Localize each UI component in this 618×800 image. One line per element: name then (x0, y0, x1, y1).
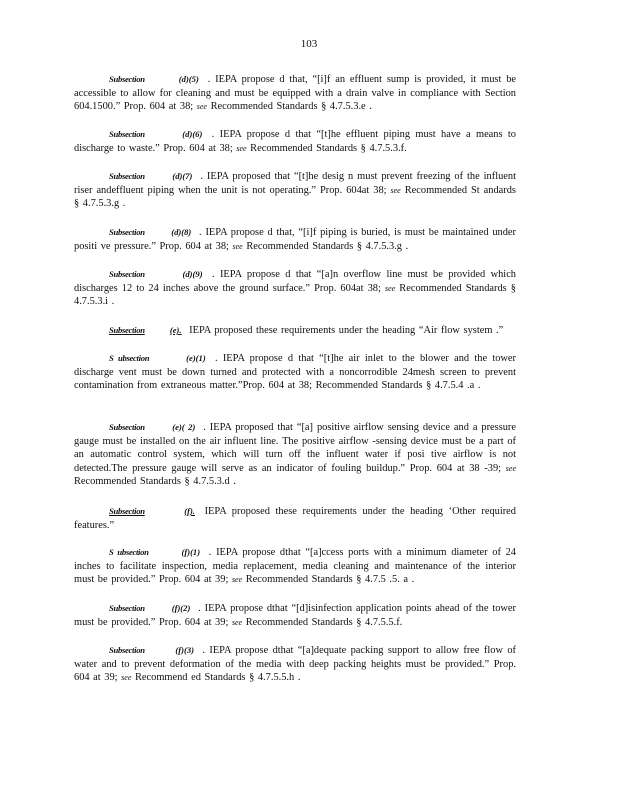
paragraph-text: . IEPA propose d that “[t]he effluent piping must have a means to discharge to waste.” Prop. 604 at 38; (74, 129, 516, 154)
subsection-paragraph (74, 226, 516, 253)
paragraph-text: . IEPA propose dthat “[a]dequate packing support to allow free flow of water and to prevent deformation of the media with deep packing heights must be provided.” Prop. 604 at 39; (74, 645, 516, 684)
paragraph-text: . IEPA propose d that “[t]he air inlet to the blower and the tower discharge vent must be down turned and protected with a noncorrodible 24mesh screen to prevent contamination from extraneous matter.”Prop. 604 at 38; Recommended Standards § 4.7.5.4 .a . (74, 353, 517, 392)
subsection-paragraph (74, 128, 516, 155)
subsection-paragraph (74, 644, 516, 685)
subsection-label: Subsection (109, 422, 145, 432)
page-number: 103 (300, 38, 318, 50)
citation-text: Recommended Standards § 4.7.5.3.i . (74, 282, 516, 308)
citation-text: Recommended Standards § 4.7.5.5.f. (242, 616, 403, 628)
citation-text: Recommended Standards § 4.7.5.3.e . (206, 101, 372, 113)
subsection-ref: (d)(5) (178, 74, 199, 84)
subsection-ref: (f)(1) (181, 547, 201, 557)
see-signal: see (231, 575, 243, 585)
see-signal: see (505, 463, 516, 473)
paragraph-text: . IEPA propose dthat “[d]isinfection application points ahead of the tower must be provided.” Prop. 604 at 39; (74, 603, 517, 628)
paragraph-text: . IEPA proposed that “[a] positive airflow sensing device and a pressure gauge must be installed on the air influent line. The positive airflow -sensing device must be a part of an automatic control system, which will turn off the influent water if posi tive airflow is not detected.The pressure gauge will serve as an indicator of fouling buildup.” Prop. 604 at 38 -39; (74, 422, 517, 474)
see-signal: see (390, 185, 401, 195)
subsection-paragraph (74, 602, 516, 629)
subsection-paragraph (74, 170, 516, 211)
see-signal: see (236, 143, 247, 153)
subsection-ref: (e). (169, 325, 182, 335)
subsection-ref: (d)(6) (182, 129, 203, 139)
citation-text: Recommended Standards § 4.7.5.3.d . (74, 476, 236, 488)
subsection-ref: (d)(8) (171, 227, 192, 237)
see-signal: see (231, 617, 243, 627)
subsection-label: Subsection (109, 603, 145, 613)
subsection-paragraph (74, 505, 516, 532)
subsection-paragraph (74, 324, 516, 338)
subsection-paragraph (74, 268, 516, 309)
paragraph-text: IEPA proposed these requirements under the heading ‘Other required features.” (74, 506, 516, 531)
paragraph-text: . IEPA proposed that “[t]he desig n must prevent freezing of the influent riser andeffluent piping when the unit is not operating.” Prop. 604at 38; (74, 171, 516, 196)
citation-text: Recommend ed Standards § 4.7.5.5.h . (131, 672, 301, 684)
subsection-paragraph (74, 73, 516, 114)
subsection-label: Subsection (109, 645, 145, 655)
citation-text: Recommended Standards § 4.7.5 .5. a . (242, 574, 415, 586)
subsection-label: Subsection (109, 74, 145, 84)
paragraph-text: . IEPA propose d that, “[i]f an effluent sump is provided, it must be accessible to allow for cleaning and must be equipped with a drain valve in compliance with Section 604.1500.” Prop. 604 at 38; (74, 74, 517, 113)
subsection-label: Subsection (109, 171, 145, 181)
subsection-ref: (d)(7) (172, 171, 193, 181)
subsection-ref: (f)(2) (171, 603, 191, 613)
paragraph-text: . IEPA propose d that “[a]n overflow line must be provided which discharges 12 to 24 inches above the ground surface.” Prop. 604at 38; (74, 269, 517, 294)
subsection-paragraph (74, 352, 516, 393)
subsection-label: Subsection (109, 227, 145, 237)
subsection-ref: (d)(9) (182, 269, 203, 279)
subsection-label: Subsection (109, 269, 145, 279)
subsection-paragraph (74, 421, 516, 489)
subsection-ref: (f). (184, 506, 195, 516)
subsection-label: Subsection (109, 129, 145, 139)
paragraph-text: . IEPA propose dthat “[a]ccess ports with a minimum diameter of 24 inches to facilitate inspection, media replacement, media cleaning and maintenance of the interior must be provided.” Prop. 604 at 39; (74, 547, 516, 586)
see-signal: see (384, 283, 396, 293)
subsection-ref: (e)(1) (186, 353, 206, 363)
paragraph-text: . IEPA propose d that, “[i]f piping is buried, is must be maintained under positi ve pressure.” Prop. 604 at 38; (74, 227, 517, 252)
subsection-label: S ubsection (109, 353, 150, 363)
citation-text: Recommended Standards § 4.7.5.3.f. (246, 142, 407, 154)
subsection-ref: (e)( 2) (172, 422, 196, 432)
paragraph-text: IEPA proposed these requirements under the heading “Air flow system .” (185, 325, 504, 336)
see-signal: see (121, 673, 132, 683)
citation-text: Recommended St andards § 4.7.5.3.g . (74, 184, 516, 210)
subsection-paragraph (74, 546, 516, 587)
see-signal: see (232, 241, 243, 251)
subsection-label: Subsection (109, 506, 145, 516)
citation-text: Recommended Standards § 4.7.5.3.g . (242, 240, 409, 252)
see-signal: see (196, 102, 207, 112)
subsection-label: Subsection (109, 325, 145, 335)
subsection-ref: (f)(3) (175, 645, 194, 655)
subsection-label: S ubsection (109, 547, 149, 557)
